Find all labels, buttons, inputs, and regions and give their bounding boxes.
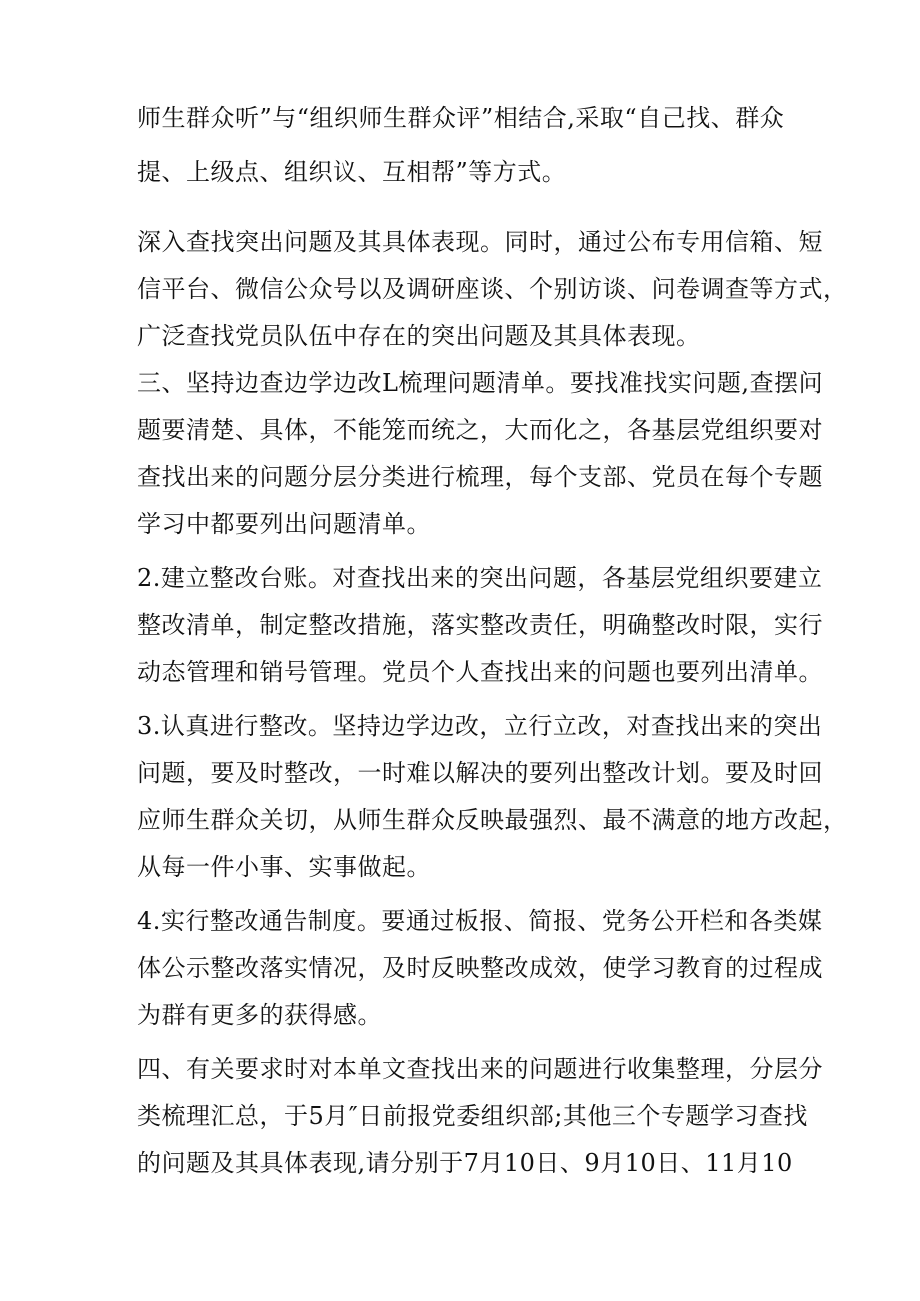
text-line: 问题，要及时整改，一时难以解决的要列出整改计划。要及时回 xyxy=(137,759,823,787)
text-line: 师生群众听”与“组织师生群众评”相结合,采取“自己找、群众 xyxy=(137,104,785,132)
text-line: 动态管理和销号管理。党员个人查找出来的问题也要列出清单。 xyxy=(137,658,823,686)
text-line: 四、有关要求时对本单文查找出来的问题进行收集整理，分层分 xyxy=(137,1055,823,1083)
text-line: 题要清楚、具体，不能笼而统之，大而化之，各基层党组织要对 xyxy=(137,416,823,444)
text-line: 三、坚持边查边学边改L梳理问题清单。要找准找实问题,查摆问 xyxy=(137,369,824,397)
text-line: 类梳理汇总，于5月″日前报党委组织部;其他三个专题学习查找 xyxy=(137,1102,808,1130)
text-line: 应师生群众关切，从师生群众反映最强烈、最不满意的地方改起， xyxy=(137,806,848,834)
text-line: 学习中都要列出问题清单。 xyxy=(137,510,431,538)
text-line: 体公示整改落实情况，及时反映整改成效，使学习教育的过程成 xyxy=(137,954,823,982)
text-line: 3.认真进行整改。坚持边学边改，立行立改，对查找出来的突出 xyxy=(137,712,823,740)
text-line: 为群有更多的获得感。 xyxy=(137,1001,382,1029)
text-line: 的问题及其具体表现,请分别于7月10日、9月10日、11月10 xyxy=(137,1149,793,1177)
text-line: 深入查找突出问题及其具体表现。同时，通过公布专用信箱、短 xyxy=(137,228,823,256)
text-line: 广泛查找党员队伍中存在的突出问题及其具体表现。 xyxy=(137,322,701,350)
text-line: 2.建立整改台账。对查找出来的突出问题，各基层党组织要建立 xyxy=(137,564,823,592)
text-line: 查找出来的问题分层分类进行梳理，每个支部、党员在每个专题 xyxy=(137,463,823,491)
text-line: 从每一件小事、实事做起。 xyxy=(137,853,431,881)
text-line: 提、上级点、组织议、互相帮”等方式。 xyxy=(137,158,567,186)
text-line: 4.实行整改通告制度。要通过板报、简报、党务公开栏和各类媒 xyxy=(137,907,823,935)
text-line: 信平台、微信公众号以及调研座谈、个别访谈、问卷调查等方式， xyxy=(137,275,848,303)
text-line: 整改清单，制定整改措施，落实整改责任，明确整改时限，实行 xyxy=(137,611,823,639)
